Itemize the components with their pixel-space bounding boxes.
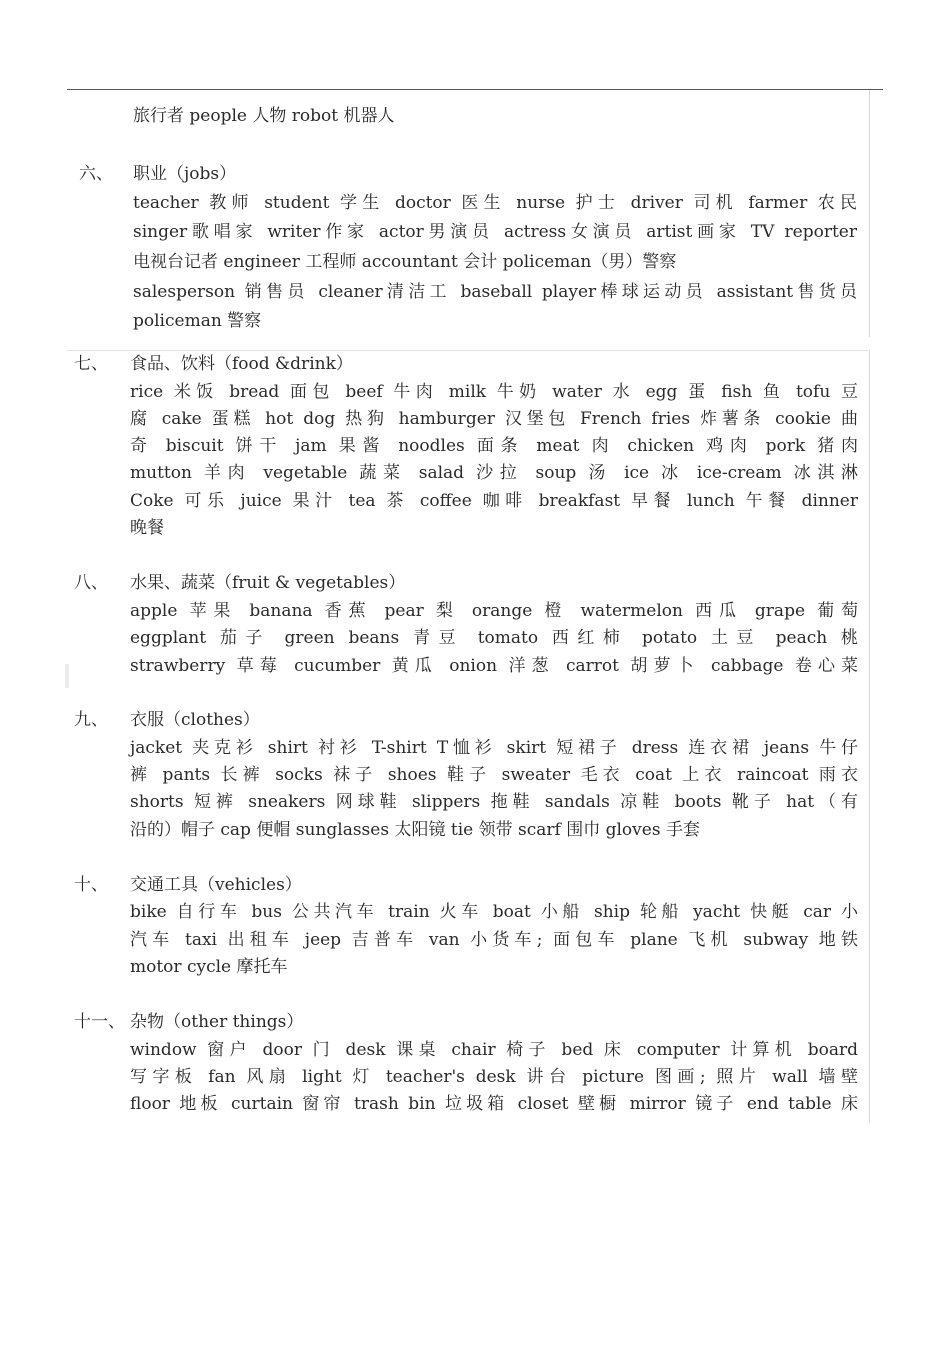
scan-mark bbox=[65, 664, 69, 688]
section-number-clothes: 九、 bbox=[74, 710, 108, 730]
vocab-line: window 窗户 door 门 desk 课桌 chair 椅子 bed 床 computer 计算机 board bbox=[130, 1040, 858, 1060]
vocab-line: Coke 可乐 juice 果汁 tea 茶 coffee 咖啡 breakfast 早餐 lunch 午餐 dinner bbox=[130, 491, 858, 511]
vocab-line: teacher 教师 student 学生 doctor 医生 nurse 护士 driver 司机 farmer 农民 bbox=[133, 193, 857, 213]
section-title-vehicles: 交通工具（vehicles） bbox=[130, 875, 302, 895]
vocab-line: floor 地板 curtain 窗帘 trash bin 垃圾箱 closet 壁橱 mirror 镜子 end table 床 bbox=[130, 1094, 858, 1114]
vocab-line: rice 米饭 bread 面包 beef 牛肉 milk 牛奶 water 水 egg 蛋 fish 鱼 tofu 豆 bbox=[130, 382, 858, 402]
section-number-other: 十一、 bbox=[74, 1012, 125, 1032]
vocab-line: 汽车 taxi 出租车 jeep 吉普车 van 小货车; 面包车 plane 飞机 subway 地铁 bbox=[130, 930, 858, 950]
vocab-line: salesperson 销售员 cleaner清洁工 baseball player棒球运动员 assistant售货员 bbox=[133, 282, 857, 302]
vocab-line: 奇 biscuit 饼干 jam 果酱 noodles 面条 meat 肉 chicken 鸡肉 pork 猪肉 bbox=[130, 436, 858, 456]
continued-line: 旅行者 people 人物 robot 机器人 bbox=[133, 106, 395, 126]
vocab-line: strawberry 草莓 cucumber 黄瓜 onion 洋葱 carrot 胡萝卜 cabbage 卷心菜 bbox=[130, 656, 858, 676]
vocab-line: singer歌唱家 writer作家 actor男演员 actress女演员 artist画家 TV reporter bbox=[133, 222, 857, 242]
vocab-line: 裤 pants 长裤 socks 袜子 shoes 鞋子 sweater 毛衣 coat 上衣 raincoat 雨衣 bbox=[130, 765, 858, 785]
vocab-line: motor cycle 摩托车 bbox=[130, 957, 288, 977]
vocab-line: bike 自行车 bus 公共汽车 train 火车 boat 小船 ship 轮船 yacht 快艇 car 小 bbox=[130, 902, 858, 922]
section-title-food: 食品、饮料（food &drink） bbox=[130, 354, 353, 374]
vocab-line: 写字板 fan 风扇 light 灯 teacher's desk 讲台 picture 图画; 照片 wall 墙壁 bbox=[130, 1067, 858, 1087]
section-title-fruit: 水果、蔬菜（fruit & vegetables） bbox=[130, 573, 406, 593]
section-title-clothes: 衣服（clothes） bbox=[130, 710, 260, 730]
vocab-line: 沿的）帽子 cap 便帽 sunglasses 太阳镜 tie 领带 scarf 围巾 gloves 手套 bbox=[130, 820, 700, 840]
vocab-line: 腐 cake 蛋糕 hot dog 热狗 hamburger 汉堡包 French fries 炸薯条 cookie 曲 bbox=[130, 409, 858, 429]
vocab-line: jacket 夹克衫 shirt 衬衫 T-shirt T恤衫 skirt 短裙子 dress 连衣裙 jeans 牛仔 bbox=[130, 738, 858, 758]
vocab-line: policeman 警察 bbox=[133, 311, 262, 331]
section-number-food: 七、 bbox=[74, 354, 108, 374]
vocab-line: 电视台记者 engineer 工程师 accountant 会计 policeman（男）警察 bbox=[133, 252, 677, 272]
section-number-fruit: 八、 bbox=[74, 573, 108, 593]
section-number-vehicles: 十、 bbox=[74, 875, 108, 895]
vocab-line: shorts 短裤 sneakers 网球鞋 slippers 拖鞋 sandals 凉鞋 boots 靴子 hat（有 bbox=[130, 792, 858, 812]
vocab-line: eggplant 茄子 green beans 青豆 tomato 西红柿 potato 土豆 peach 桃 bbox=[130, 628, 858, 648]
vocab-line: 晚餐 bbox=[130, 518, 164, 538]
section-title-jobs: 职业（jobs） bbox=[133, 164, 237, 184]
section-title-other: 杂物（other things） bbox=[130, 1012, 304, 1032]
vocab-line: apple 苹果 banana 香蕉 pear 梨 orange 橙 watermelon 西瓜 grape 葡萄 bbox=[130, 601, 858, 621]
section-number-jobs: 六、 bbox=[79, 164, 113, 184]
vocab-line: mutton 羊肉 vegetable 蔬菜 salad 沙拉 soup 汤 ice 冰 ice-cream 冰淇淋 bbox=[130, 463, 858, 483]
